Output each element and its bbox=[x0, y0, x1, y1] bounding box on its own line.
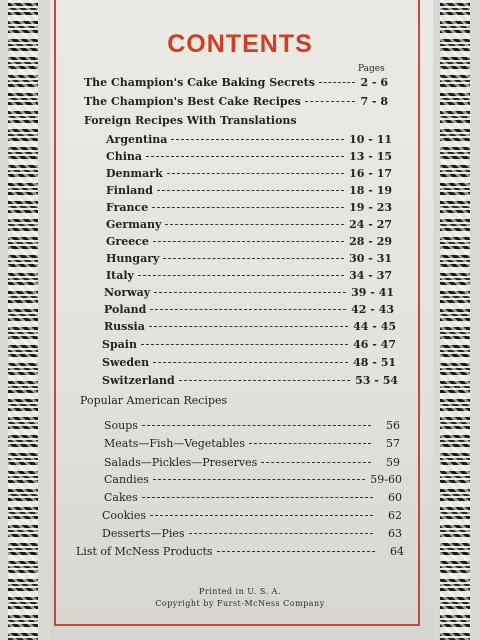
dot-leader bbox=[150, 308, 346, 310]
dot-leader bbox=[319, 81, 356, 83]
toc-entry-desserts-pies: Desserts—Pies 63 bbox=[102, 527, 402, 540]
dot-leader bbox=[153, 478, 366, 480]
dot-leader bbox=[154, 291, 346, 293]
dot-leader bbox=[217, 550, 375, 552]
toc-entry-finland: Finland 18 - 19 bbox=[106, 184, 392, 197]
toc-entry-cake-baking-secrets bbox=[84, 76, 388, 92]
toc-entry-france: France 19 - 23 bbox=[106, 201, 392, 214]
toc-entry-norway: Norway 39 - 41 bbox=[104, 286, 394, 299]
pages-column-header: Pages bbox=[358, 64, 385, 74]
dot-leader bbox=[171, 138, 344, 140]
dot-leader bbox=[142, 424, 371, 426]
dot-leader bbox=[305, 100, 356, 102]
dot-leader bbox=[165, 223, 344, 225]
dot-leader bbox=[261, 461, 371, 463]
dot-leader bbox=[179, 379, 350, 381]
toc-entry-cakes: Cakes 60 bbox=[104, 491, 402, 504]
toc-entry-russia: Russia 44 - 45 bbox=[104, 320, 396, 333]
toc-entry-cookies: Cookies 62 bbox=[102, 509, 402, 522]
toc-entry-germany: Germany 24 - 27 bbox=[106, 218, 392, 231]
dot-leader bbox=[167, 172, 344, 174]
toc-entry-best-cake-recipes bbox=[84, 95, 388, 111]
toc-entry-pages: 2 - 6 bbox=[360, 76, 388, 89]
dot-leader bbox=[146, 155, 344, 157]
toc-entry-candies: Candies 59-60 bbox=[104, 473, 402, 486]
dot-leader bbox=[141, 343, 348, 345]
toc-entry-spain: Spain 46 - 47 bbox=[102, 338, 396, 351]
toc-entry-label: The Champion's Cake Baking Secrets bbox=[84, 76, 315, 89]
toc-entry-soups: Soups 56 bbox=[104, 419, 400, 432]
footer-printed: Printed in U. S. A. bbox=[199, 587, 281, 596]
section-header-american-recipes: Popular American Recipes bbox=[80, 394, 228, 407]
dot-leader bbox=[150, 514, 373, 516]
toc-entry-salads-pickles-preserves: Salads—Pickles—Preserves 59 bbox=[104, 456, 400, 469]
toc-entry-argentina: Argentina 10 - 11 bbox=[106, 133, 392, 146]
footer-copyright: Copyright by Furst-McNess Company bbox=[155, 599, 325, 608]
dot-leader bbox=[152, 206, 344, 208]
dot-leader bbox=[153, 240, 344, 242]
toc-entry-italy: Italy 34 - 37 bbox=[106, 269, 392, 282]
toc-entry-greece: Greece 28 - 29 bbox=[106, 235, 392, 248]
toc-entry-mcness-products: List of McNess Products 64 bbox=[76, 545, 404, 558]
dot-leader bbox=[163, 257, 344, 259]
dot-leader bbox=[157, 189, 344, 191]
dot-leader bbox=[149, 325, 348, 327]
dot-leader bbox=[142, 496, 373, 498]
toc-entry-hungary: Hungary 30 - 31 bbox=[106, 252, 392, 265]
toc-entry-poland: Poland 42 - 43 bbox=[104, 303, 394, 316]
toc-entry-denmark: Denmark 16 - 17 bbox=[106, 167, 392, 180]
dot-leader bbox=[189, 532, 373, 534]
toc-entry-china: China 13 - 15 bbox=[106, 150, 392, 163]
toc-entry-switzerland: Switzerland 53 - 54 bbox=[102, 374, 398, 387]
toc-entry-pages: 7 - 8 bbox=[360, 95, 388, 108]
dot-leader bbox=[249, 442, 371, 444]
dot-leader bbox=[153, 361, 348, 363]
section-header-foreign-recipes: Foreign Recipes With Translations bbox=[84, 114, 297, 127]
toc-entry-label: The Champion's Best Cake Recipes bbox=[84, 95, 301, 108]
page-title: CONTENTS bbox=[167, 30, 313, 58]
toc-entry-sweden: Sweden 48 - 51 bbox=[102, 356, 396, 369]
dot-leader bbox=[138, 274, 344, 276]
toc-entry-meats-fish-vegetables: Meats—Fish—Vegetables 57 bbox=[104, 437, 400, 450]
